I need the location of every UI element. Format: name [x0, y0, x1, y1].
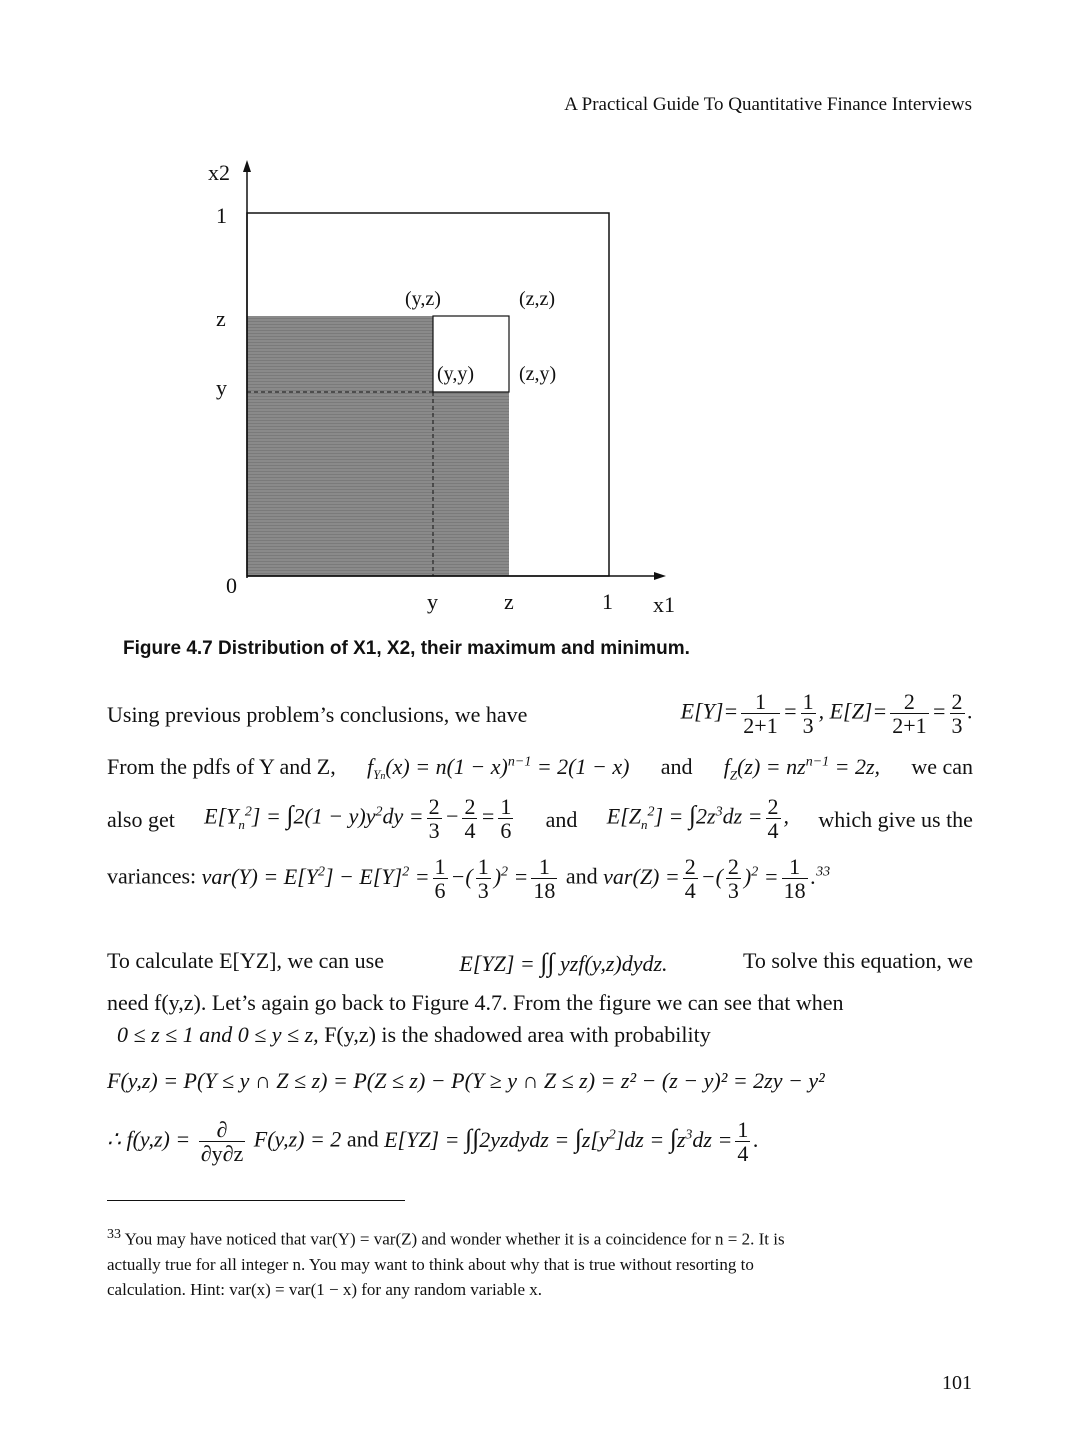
- equation-cdf: F(y,z) = P(Y ≤ y ∩ Z ≤ z) = P(Z ≤ z) − P(Y ≥ y ∩ Z ≤ z) = z² − (z − y)² = 2zy − y²: [107, 1068, 825, 1093]
- equation-pdf-z: $f_Z(z) = nz^{n-1} = 2z$,: [723, 754, 881, 783]
- x-tick-1: 1: [602, 589, 613, 614]
- equation-eyz-result: E[YZ] = ∫∫2yzdydz = $\int z[y^2]dz = \int z^3dz$ = $\frac{1}{4}$ .: [384, 1117, 759, 1167]
- page-number: 101: [942, 1372, 972, 1394]
- text-p3a: also get: [107, 807, 175, 832]
- paragraph-line-7: [107, 1022, 973, 1048]
- equation-second-moment-y: $E[Y_n^2] = \int 2(1 - y)y^2dy$ = $\frac{2}{3}$ − $\frac{2}{4}$ = $\frac{1}{6}$: [204, 794, 512, 844]
- y-tick-1: 1: [216, 203, 227, 228]
- x-axis-arrow: [654, 572, 666, 580]
- footnote-line-3: calculation. Hint: var(x) = var(1 − x) for any random variable x.: [107, 1279, 543, 1299]
- y-tick-z: z: [216, 306, 226, 331]
- text-p9a: ∴ f(y,z) =: [107, 1126, 191, 1152]
- text-p3b: and: [545, 807, 578, 832]
- partial-derivative: $\frac{\partial}{\partial y\partial z}$: [200, 1117, 244, 1167]
- x-tick-z: z: [504, 589, 514, 614]
- text-p5b: To solve this equation, we: [742, 948, 973, 973]
- equation-eyz-def: E[YZ] = ∫∫ yzf(y,z)dydz.: [459, 948, 668, 977]
- equation-var-y: $var(Y) = E[Y^2] - E[Y]^2$ = $\frac{1}{6}$ −( $\frac{1}{3}$ )$^2$ = $\frac{1}{18}$: [201, 854, 556, 904]
- text-p4a: variances:: [107, 863, 197, 889]
- paragraph-line-2: [107, 754, 973, 783]
- text-p2a: From the pdfs of Y and Z,: [107, 754, 336, 779]
- text-p7b: F(y,z) is the shadowed area with probability: [324, 1022, 711, 1047]
- figure-4-7: [0, 0, 1083, 640]
- point-zy: (z,y): [519, 363, 557, 385]
- paragraph-line-1: [107, 690, 973, 737]
- text-p4b: and: [565, 863, 598, 889]
- footnote-line-2: actually true for all integer n. You may want to think about why that is true without resorting to: [107, 1254, 754, 1274]
- text-p5a: To calculate E[YZ], we can use: [107, 948, 384, 973]
- equation-conditions: 0 ≤ z ≤ 1 and 0 ≤ y ≤ z,: [117, 1022, 319, 1047]
- y-tick-y: y: [216, 375, 227, 400]
- equation-pdf-y: $f_{Yn}(x) = n(1 - x)^{n-1} = 2(1 - x)$: [366, 754, 630, 783]
- text-p2c: we can: [911, 754, 973, 779]
- figure-caption: Figure 4.7 Distribution of X1, X2, their maximum and minimum.: [123, 638, 690, 659]
- point-zz: (z,z): [519, 288, 556, 310]
- equation-var-z: var(Z) = $\frac{2}{4}$ −( $\frac{2}{3}$ )$^2$ = $\frac{1}{18}$ .$^{33}$: [603, 854, 831, 904]
- text-p1: Using previous problem’s conclusions, we have: [107, 702, 528, 727]
- equation-second-moment-z: $E[Z_n^2] = \int 2z^3dz$ = $\frac{2}{4}$ ,: [606, 794, 790, 844]
- text-p9c: and: [346, 1126, 379, 1152]
- origin-label: 0: [226, 573, 237, 598]
- text-p9b: F(y,z) = 2: [253, 1126, 342, 1152]
- x-tick-y: y: [427, 589, 438, 614]
- paragraph-line-4: [107, 855, 973, 902]
- running-header: A Practical Guide To Quantitative Finance Interviews: [564, 94, 972, 115]
- equation-expectations: E[Y]= $\frac{1}{2+1}$ = $\frac{1}{3}$ , E[Z]= $\frac{2}{2+1}$ = $\frac{2}{3}$ .: [680, 689, 973, 739]
- footnote-line-1: $^{33}$ You may have noticed that var(Y) = var(Z) and wonder whether it is a coincidence for n = 2. It is: [107, 1227, 785, 1249]
- text-p2b: and: [660, 754, 693, 779]
- footnote: [107, 1222, 973, 1302]
- paragraph-line-9: [107, 1118, 973, 1165]
- paragraph-line-6: need f(y,z). Let’s again go back to Figure 4.7. From the figure we can see that when: [107, 990, 844, 1015]
- text-p3c: which give us the: [818, 807, 973, 832]
- paragraph-line-5: [107, 948, 973, 978]
- point-yy: (y,y): [437, 363, 475, 385]
- footnote-rule: [107, 1200, 405, 1201]
- point-yz: (y,z): [405, 288, 441, 310]
- x-axis-label: x1: [653, 592, 675, 617]
- y-axis-label: x2: [208, 160, 230, 185]
- y-axis-arrow: [243, 160, 251, 172]
- paragraph-line-3: [107, 795, 973, 842]
